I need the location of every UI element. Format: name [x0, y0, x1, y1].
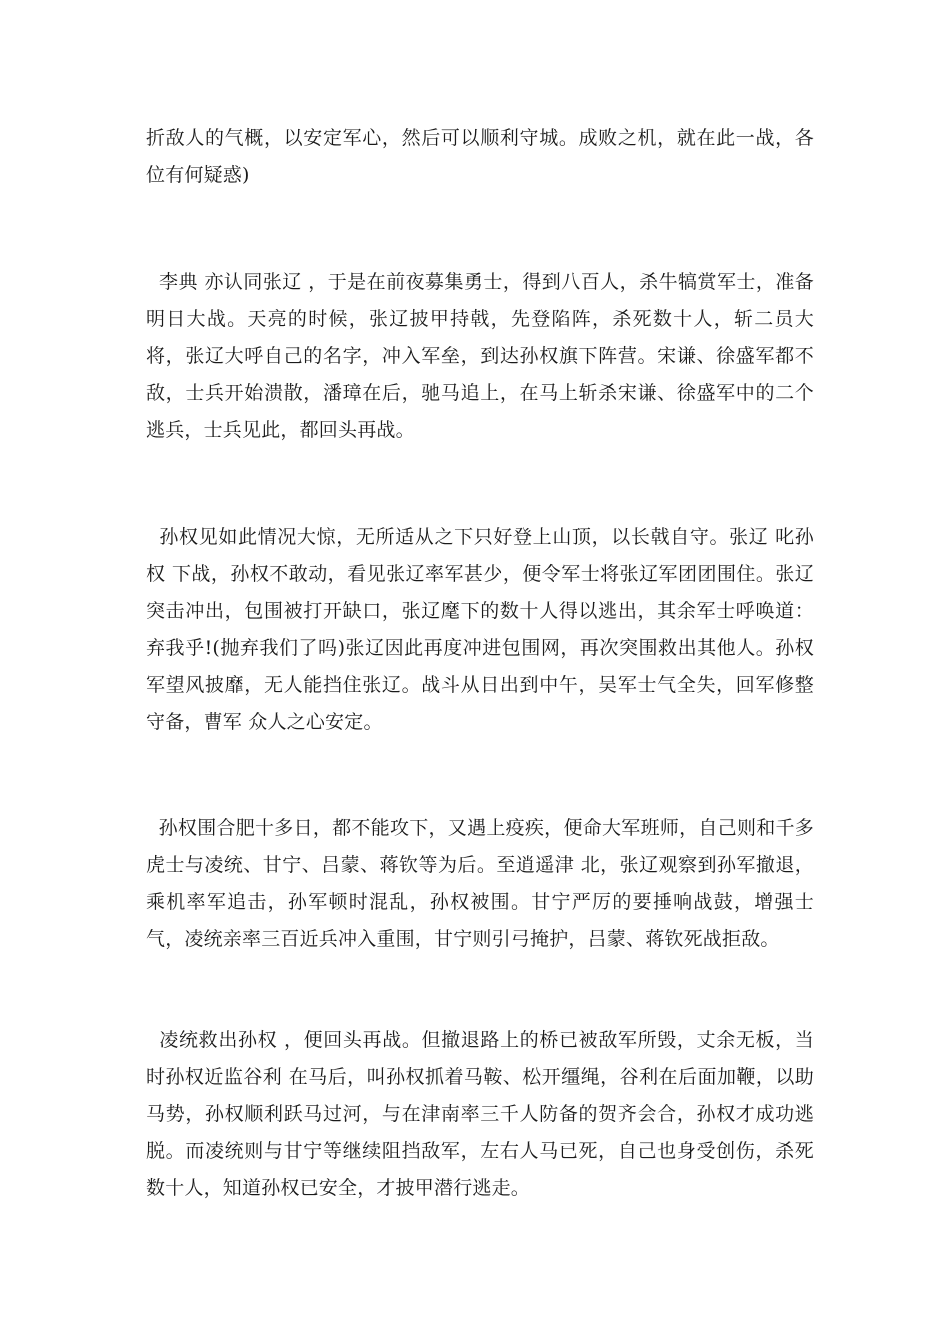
paragraph-5: 凌统救出孙权 ，便回头再战。但撤退路上的桥已被敌军所毁，丈余无板，当时孙权近监谷利 在马后，叫孙权抓着马鞍、松开缰绳，谷利在后面加鞭，以助马势，孙权顺利跃马过河，与在津南率三千人防备的贺齐会合，孙权才成功逃脱。而凌统则与甘宁等继续阻挡敌军，左右人马已死，自己也身受创伤，杀死数十人，知道孙权已安全，才披甲潜行逃走。	[146, 1029, 814, 1199]
paragraph-3: 孙权见如此情况大惊，无所适从之下只好登上山顶，以长戟自守。张辽 叱孙权 下战，孙权不敢动，看见张辽率军甚少，便令军士将张辽军团团围住。张辽突击冲出，包围被打开缺口，张辽麾下的数十人得以逃出，其余军士呼唤道：弃我乎!(抛弃我们了吗)张辽因此再度冲进包围网，再次突围救出其他人。孙权军望风披靡，无人能挡住张辽。战斗从日出到中午，吴军士气全失，回军修整守备，曹军 众人之心安定。	[146, 526, 814, 733]
paragraph-4: 孙权围合肥十多日，都不能攻下，又遇上疫疾，便命大军班师，自己则和千多虎士与凌统、甘宁、吕蒙、蒋钦等为后。至逍遥津 北，张辽观察到孙军撤退，乘机率军追击，孙军顿时混乱，孙权被围。甘宁严厉的要捶响战鼓，增强士气，凌统亲率三百近兵冲入重围，甘宁则引弓掩护，吕蒙、蒋钦死战拒敌。	[146, 817, 814, 950]
paragraph-1: 折敌人的气概，以安定军心，然后可以顺利守城。成败之机，就在此一战，各位有何疑惑)	[146, 127, 814, 186]
paragraph-2: 李典 亦认同张辽 ，于是在前夜募集勇士，得到八百人，杀牛犒赏军士，准备明日大战。天亮的时候，张辽披甲持戟，先登陷阵，杀死数十人，斩二员大将，张辽大呼自己的名字，冲入军垒，到达孙权旗下阵营。宋谦、徐盛军都不敌，士兵开始溃散，潘璋在后，驰马追上，在马上斩杀宋谦、徐盛军中的二个逃兵，士兵见此，都回头再战。	[146, 271, 814, 441]
